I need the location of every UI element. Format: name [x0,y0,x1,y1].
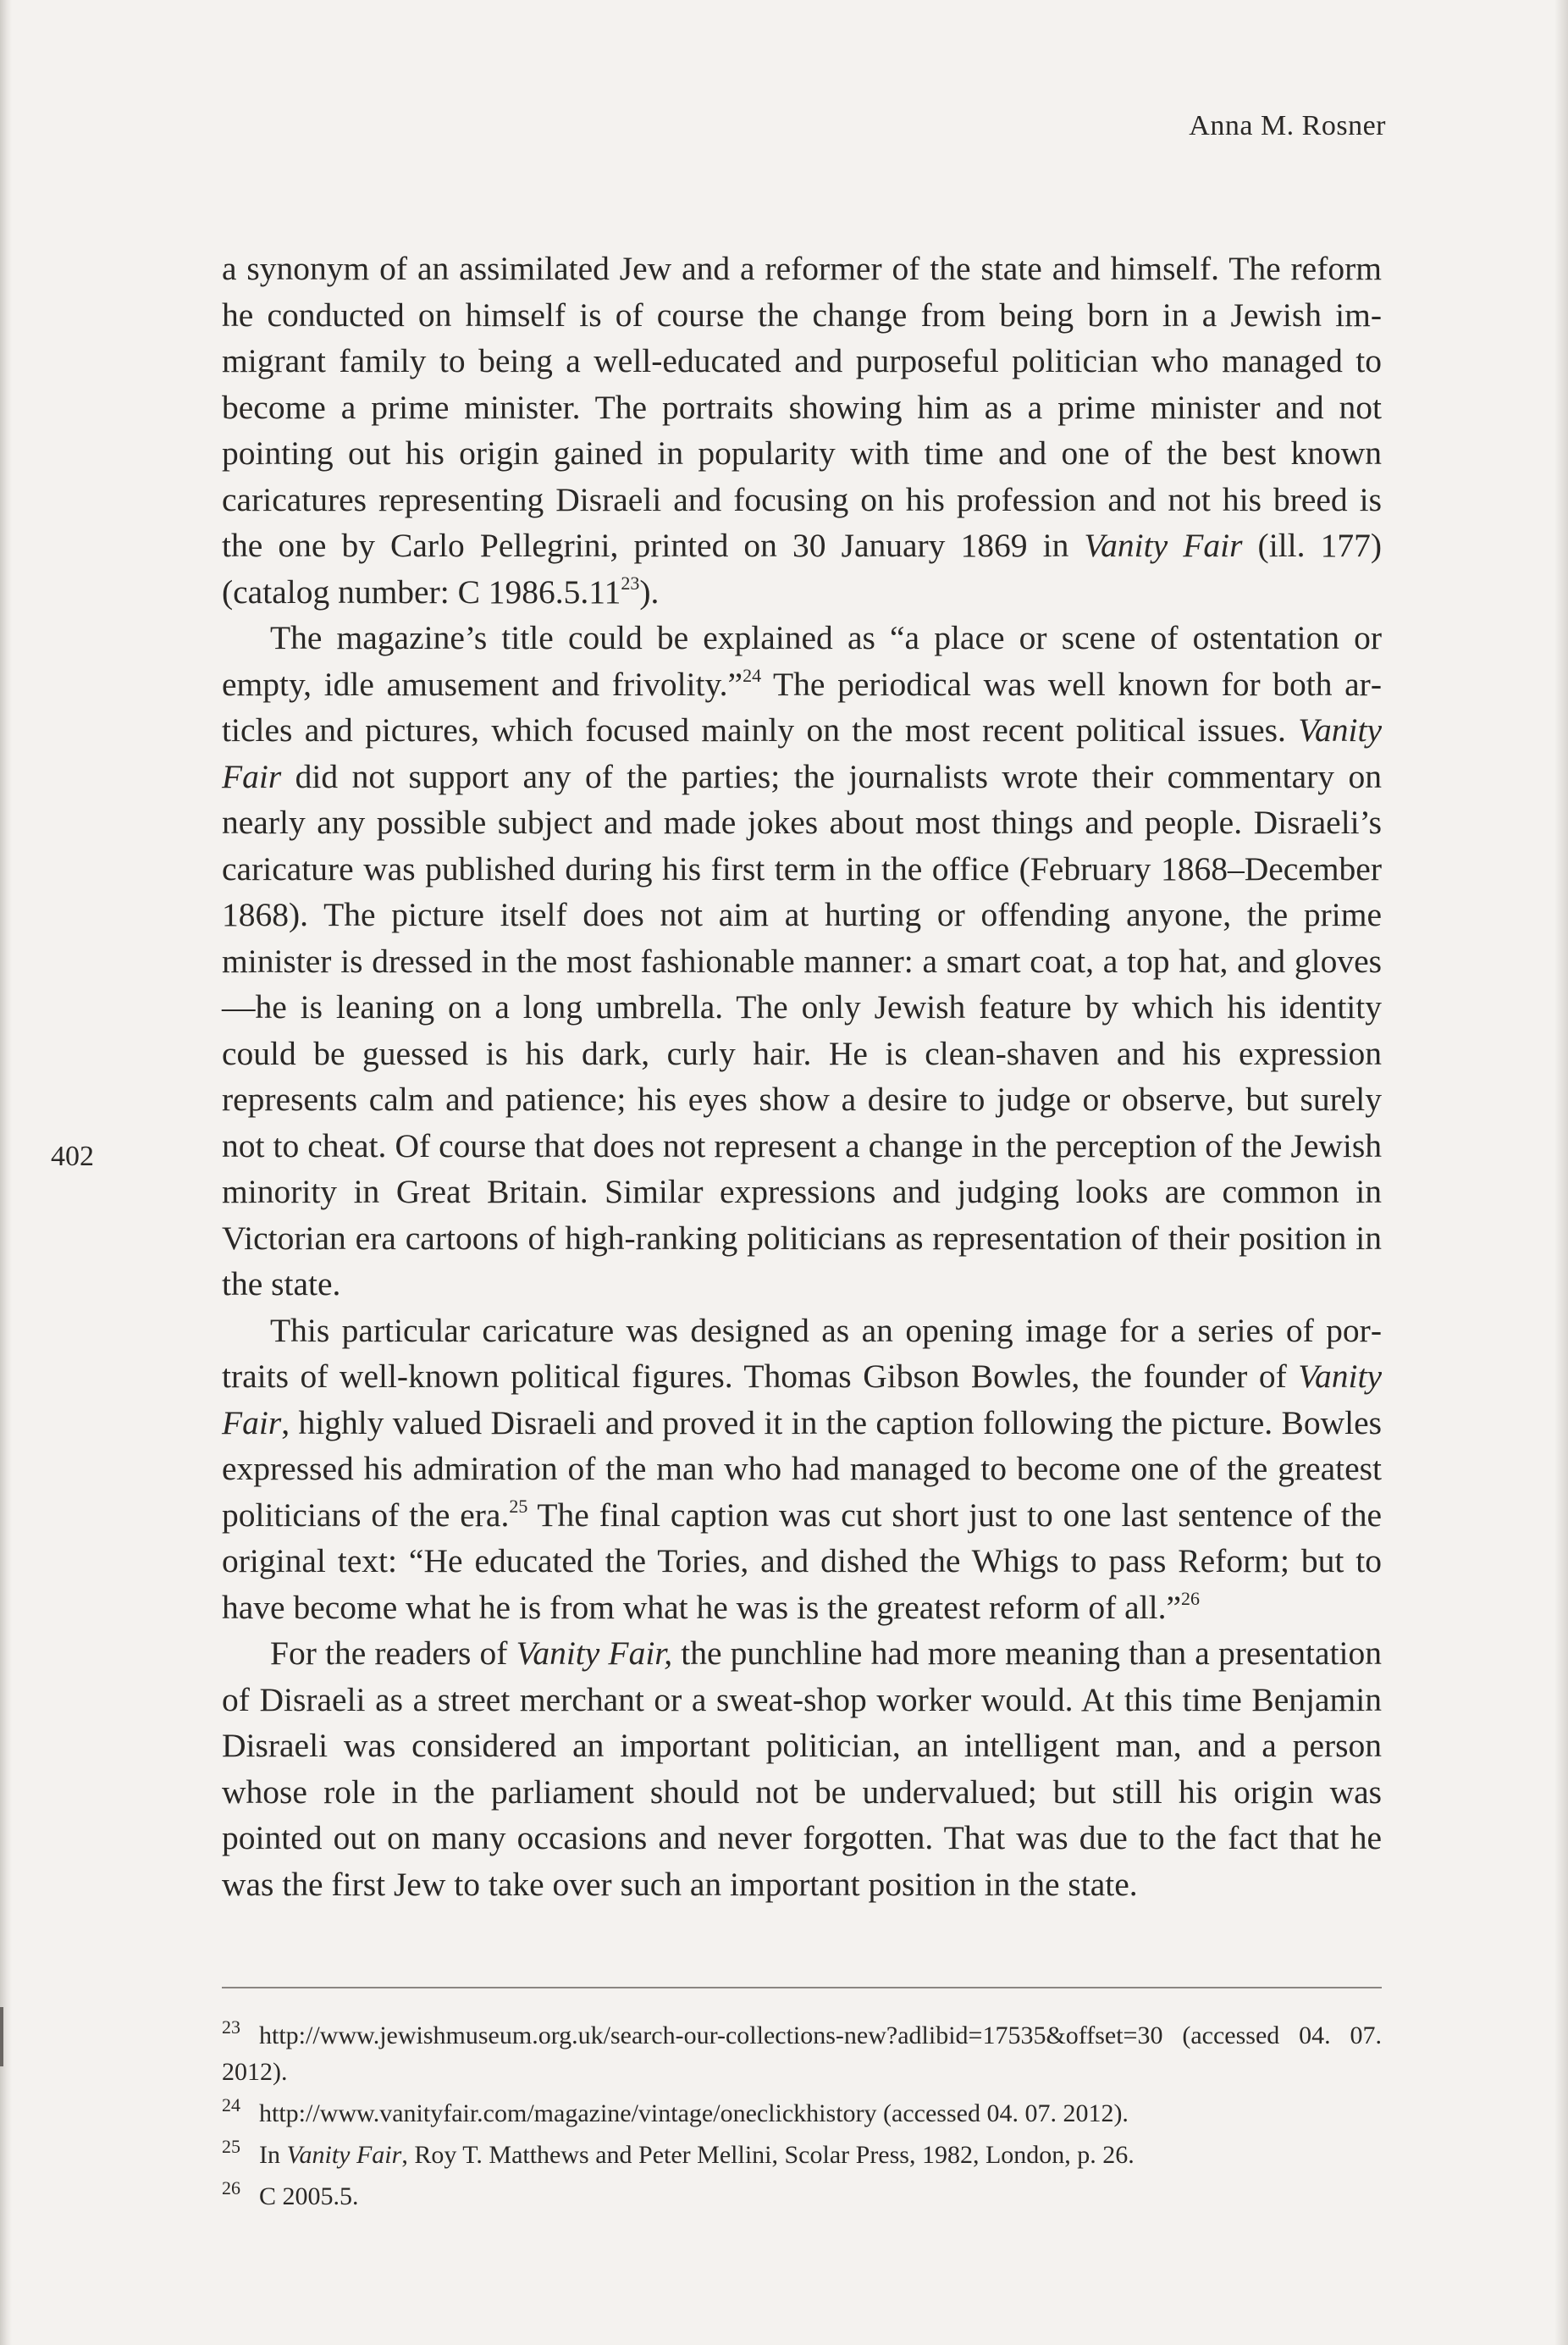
paragraph-2: The magazine’s title could be explained as “a place or scene of ostentation or empty, idle amusement and frivolity.”$^{24}$ The periodical was well known for both articles and pictures, which focused mainly on the most recent political issues. Vanity Fair did not support any of the parties; the journalists wrote their commentary on nearly any possible subject and made jokes about most things and people. Disraeli’s caricature was published during his first term in the office (February 1868–December 1868). The picture itself does not aim at hurting or offending anyone, the prime minister is dressed in the most fashionable manner: a smart coat, a top hat, and gloves—he is leaning on a long umbrella. The only Jewish feature by which his identity could be guessed is his dark, curly hair. He is clean-shaven and his expression represents calm and patience; his eyes show a desire to judge or observe, but surely not to cheat. Of course that does not represent a change in the perception of the Jewish minority in Great Britain. Similar expressions and judging looks are common in Victorian era cartoons of high-ranking politicians as representation of their position in the state. [222,619,1382,1302]
footnote-ref-23: 23 [621,572,640,594]
scan-edge-left [0,0,12,2345]
running-head-author: Anna M. Rosner [1189,110,1386,141]
scan-mark [0,2007,3,2066]
paragraph-4: For the readers of Vanity Fair, the punchline had more meaning than a presentation of Disraeli as a street merchant or a sweat-shop worker would. At this time Benjamin Disraeli was considered an important politician, an intelligent man, and a person whose role in the parliament should not be undervalued; but still his origin was pointed out on many occasions and never forgotten. That was due to the fact that he was the first Jew to take over such an important position in the state. [222,1634,1383,1903]
footnotes [222,2017,1382,2220]
footnote-23: 23 http://www.jewishmuseum.org.uk/search-our-collections-new?adlibid=17535&offset=30 (accessed 04. 07. 2012). [222,2016,1382,2086]
footnote-ref-24: 24 [743,664,762,686]
paragraph-3: This particular caricature was designed as an opening image for a series of portraits of well-known political figures. Thomas Gibson Bowles, the founder of Vanity Fair, highly valued Disraeli and proved it in the caption following the picture. Bowles expressed his admiration of the man who had managed to become one of the greatest politicians of the era.$^{25}$ The final caption was cut short just to one last sentence of the original text: “He educated the Tories, and dished the Whigs to pass Reform; but to have become what he is from what he was is the greatest reform of all.”$^{26}$ [222,1311,1382,1626]
footnote-ref-26: 26 [1181,1587,1201,1609]
footnote-25: 25 In Vanity Fair, Roy T. Matthews and Peter Mellini, Scolar Press, 1982, London, p. 26. [222,2136,1135,2169]
footnote-ref-25: 25 [509,1495,528,1517]
footnote-divider [222,1987,1382,1988]
body-text [222,246,1382,1907]
paragraph-1: a synonym of an assimilated Jew and a reformer of the state and himself. The reform he conducted on himself is of course the change from being born in a Jewish immigrant family to being a well-educated and purposeful politician who managed to become a prime minister. The portraits showing him as a prime minister and not pointing out his origin gained in popularity with time and one of the best known caricatures representing Disraeli and focusing on his profession and not his breed is the one by Carlo Pellegrini, printed on 30 January 1869 in Vanity Fair (ill. 177) (catalog number: C 1986.5.11$^{23}$). [222,250,1382,611]
footnote-26: 26 C 2005.5. [222,2177,359,2210]
footnote-24: 24 http://www.vanityfair.com/magazine/vintage/oneclickhistory (accessed 04. 07. 2012). [222,2094,1129,2127]
page-number: 402 [51,1141,94,1172]
scan-edge-right [1554,0,1568,2345]
